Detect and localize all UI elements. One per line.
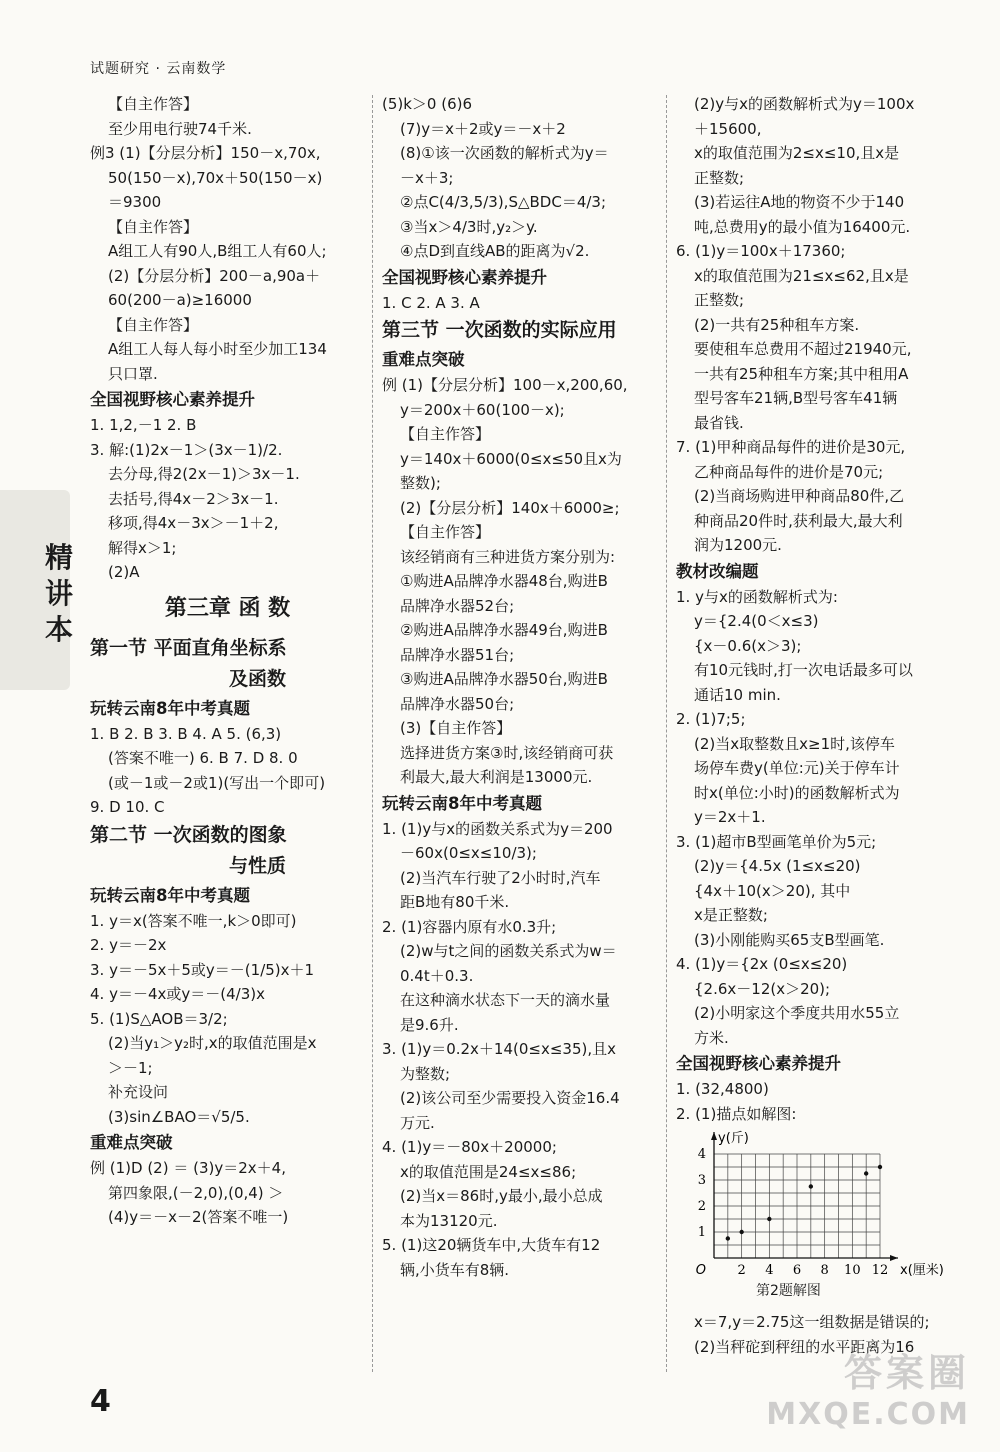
- y-tick-label: 1: [697, 1225, 706, 1240]
- section-title: 与性质: [228, 854, 286, 877]
- answer-line: 【自主作答】: [108, 95, 199, 113]
- data-point: [726, 1236, 730, 1240]
- section-title: 及函数: [228, 667, 286, 690]
- subsection-heading: 玩转云南8年中考真题: [90, 885, 250, 905]
- chapter-title: 第三章 函 数: [164, 595, 291, 621]
- answer-line: 去括号,得4x－2＞3x－1.: [108, 489, 279, 508]
- answer-line: ＋15600,: [694, 119, 762, 138]
- answer-line: 距B地有80千米.: [400, 893, 510, 911]
- answer-line: (8)①该一次函数的解析式为y＝: [400, 144, 609, 162]
- answer-line: 有10元钱时,打一次电话最多可以: [694, 661, 913, 679]
- y-tick-label: 2: [697, 1199, 706, 1214]
- answer-line: (3)若运往A地的物资不少于140: [694, 193, 905, 211]
- answer-line: x是正整数;: [694, 906, 768, 924]
- answer-line: 3. y＝－5x＋5或y＝－(1/5)x＋1: [90, 960, 315, 979]
- answer-line: ①购进A品牌净水器48台,购进B: [400, 572, 608, 590]
- data-point: [864, 1171, 868, 1175]
- side-label: [44, 540, 74, 648]
- answer-line: 50(150－x),70x＋50(150－x): [108, 168, 323, 187]
- subsection-heading: 全国视野核心素养提升: [90, 390, 255, 409]
- answer-line: 例3 (1)【分层分析】150－x,70x,: [90, 144, 321, 162]
- data-point: [767, 1217, 771, 1221]
- answer-line: 3. 解:(1)2x－1＞(3x－1)/2.: [90, 440, 283, 459]
- answer-line: y＝{2.4(0＜x≤3): [694, 612, 819, 630]
- answer-line: (2)该公司至少需要投入资金16.4: [400, 1089, 620, 1107]
- section-title: 第二节 一次函数的图象: [90, 823, 287, 846]
- answer-line: 例 (1)【分层分析】100－x,200,60,: [382, 376, 628, 394]
- answer-column-3: [676, 92, 956, 1359]
- answer-line: y＝200x＋60(100－x);: [400, 400, 565, 419]
- subsection-heading: 全国视野核心素养提升: [382, 267, 547, 287]
- answer-line: 去分母,得2(2x－1)＞3x－1.: [108, 465, 300, 483]
- answer-line: 【自主作答】: [108, 217, 199, 236]
- answer-line: 4. y＝－4x或y＝－(4/3)x: [90, 985, 265, 1003]
- answer-line: 第四象限,(－2,0),(0,4) ＞: [108, 1183, 284, 1202]
- answer-line: 至少用电行驶74千米.: [108, 119, 252, 138]
- answer-line: (2)当汽车行驶了2小时时,汽车: [400, 868, 601, 887]
- answer-line: x的取值范围为2≤x≤10,且x是: [694, 144, 900, 162]
- answer-line: 2. (1)容器内原有水0.3升;: [382, 917, 557, 936]
- side-char: 讲: [44, 577, 73, 610]
- answer-line: (2)y＝{4.5x (1≤x≤20): [694, 857, 861, 875]
- column-divider: [666, 95, 667, 1372]
- answer-line: (2)w与t之间的函数关系式为w＝: [400, 942, 617, 960]
- answer-line: y＝140x＋6000(0≤x≤50且x为: [400, 449, 622, 468]
- subsection-heading: 玩转云南8年中考真题: [382, 793, 542, 813]
- y-axis-label: y(斤): [718, 1131, 749, 1146]
- data-point: [739, 1230, 743, 1234]
- subsection-heading: 玩转云南8年中考真题: [90, 698, 250, 718]
- page-number: 4: [90, 1384, 111, 1419]
- answer-line: (3)sin∠BAO＝√5/5.: [108, 1107, 250, 1126]
- answer-line: (2)当x取整数且x≥1时,该停车: [694, 734, 895, 753]
- column-3-text: [676, 92, 956, 1126]
- answer-line: ＞－1;: [108, 1058, 153, 1077]
- x-tick-label: 8: [820, 1263, 829, 1278]
- x-tick-label: 2: [737, 1263, 746, 1278]
- watermark-cn: 答案圈: [843, 1351, 970, 1395]
- column-divider: [372, 95, 373, 1372]
- answer-line: A组工人有90人,B组工人有60人;: [108, 242, 327, 260]
- answer-line: 7. (1)甲种商品每件的进价是30元,: [676, 438, 906, 456]
- answer-line: 1. C 2. A 3. A: [382, 293, 480, 312]
- answer-line: 1. (1)y与x的函数关系式为y＝200: [382, 819, 613, 838]
- subsection-heading: 重难点突破: [90, 1133, 173, 1152]
- answer-line: x的取值范围为21≤x≤62,且x是: [694, 266, 909, 285]
- answer-line: 是9.6升.: [400, 1015, 459, 1034]
- answer-line: ④点D到直线AB的距离为√2.: [400, 242, 590, 260]
- answer-line: (3)小刚能购买65支B型画笔.: [694, 930, 885, 949]
- answer-line: 为整数;: [400, 1064, 451, 1083]
- x-tick-label: 10: [844, 1263, 861, 1278]
- answer-line: 6. (1)y＝100x＋17360;: [676, 242, 846, 260]
- subsection-heading: 教材改编题: [676, 561, 759, 581]
- answer-line: 方米.: [694, 1028, 729, 1047]
- answer-line: 正整数;: [694, 291, 745, 309]
- answer-line: 吨,总费用y的最小值为16400元.: [694, 217, 911, 236]
- answer-line: 【自主作答】: [108, 315, 199, 334]
- answer-line: 型号客车21辆,B型号客车41辆: [694, 389, 898, 407]
- answer-line: 场停车费y(单位:元)关于停车计: [694, 759, 900, 777]
- answer-line: (2)【分层分析】200－a,90a＋: [108, 266, 321, 285]
- answer-line: 2. (1)7;5;: [676, 710, 746, 728]
- answer-line: 润为1200元.: [694, 536, 782, 554]
- answer-line: 辆,小货车有8辆.: [400, 1260, 510, 1279]
- answer-line: {4x＋10(x＞20), 其中: [694, 881, 851, 900]
- answer-line: 1. (32,4800): [676, 1080, 769, 1098]
- answer-line: (4)y＝－x－2(答案不唯一): [108, 1208, 289, 1226]
- answer-line: 只口罩.: [108, 364, 158, 383]
- answer-line: 【自主作答】: [400, 425, 491, 443]
- answer-line: x＝7,y＝2.75这一组数据是错误的;: [694, 1313, 930, 1331]
- answer-line: 一共有25种租车方案;其中租用A: [694, 364, 909, 383]
- answer-line: ②购进A品牌净水器49台,购进B: [400, 621, 608, 639]
- answer-column-2: [382, 92, 657, 1282]
- answer-line: (2)【分层分析】140x＋6000≥;: [400, 498, 620, 517]
- answer-line: 移项,得4x－3x＞－1＋2,: [108, 514, 279, 532]
- answer-line: 正整数;: [694, 168, 745, 187]
- answer-line: {2.6x－12(x＞20);: [694, 979, 831, 998]
- x-tick-label: 4: [765, 1263, 774, 1278]
- answer-line: x的取值范围是24≤x≤86;: [400, 1162, 577, 1181]
- answer-line: 3. (1)超市B型画笔单价为5元;: [676, 832, 877, 851]
- answer-line: 9. D 10. C: [90, 798, 165, 816]
- answer-line: 该经销商有三种进货方案分别为:: [400, 547, 616, 566]
- subsection-heading: 全国视野核心素养提升: [676, 1054, 841, 1073]
- answer-line: (答案不唯一) 6. B 7. D 8. 0: [108, 749, 298, 767]
- answer-line: 5. (1)S△AOB＝3/2;: [90, 1009, 228, 1028]
- answer-line: A组工人每人每小时至少加工134: [108, 340, 327, 358]
- section-title: 第三节 一次函数的实际应用: [382, 319, 617, 341]
- answer-line: 种商品20件时,获利最大,最大利: [694, 511, 903, 530]
- answer-line: ③购进A品牌净水器50台,购进B: [400, 670, 608, 688]
- answer-line: 补充设问: [108, 1083, 169, 1101]
- answer-line: (2)y与x的函数解析式为y＝100x: [694, 95, 915, 113]
- answer-line: －x＋3;: [400, 168, 454, 187]
- side-char: 精: [44, 541, 73, 574]
- answer-line: 乙种商品每件的进价是70元;: [694, 462, 884, 481]
- data-point: [878, 1165, 882, 1169]
- answer-line: 通话10 min.: [694, 685, 781, 704]
- answer-line: 1. 1,2,－1 2. B: [90, 416, 197, 434]
- x-tick-label: 6: [792, 1263, 802, 1278]
- answer-line: ②点C(4/3,5/3),S△BDC＝4/3;: [400, 193, 607, 211]
- answer-line: 最省钱.: [694, 413, 744, 432]
- answer-line: 品牌净水器51台;: [400, 645, 515, 664]
- answer-line: (2)一共有25种租车方案.: [694, 315, 860, 334]
- watermark-en: MXQE.COM: [766, 1397, 970, 1432]
- y-tick-label: 3: [697, 1173, 706, 1188]
- answer-line: 例 (1)D (2) ＝ (3)y＝2x＋4,: [90, 1159, 286, 1177]
- answer-line: －60x(0≤x≤10/3);: [400, 844, 537, 862]
- y-tick-label: 4: [697, 1147, 706, 1162]
- x-tick-label: 12: [871, 1263, 889, 1278]
- answer-line: (2)A: [108, 563, 140, 581]
- watermark: [766, 1342, 970, 1432]
- answer-line: 0.4t＋0.3.: [400, 966, 474, 985]
- answer-line: ③当x＞4/3时,y₂＞y.: [400, 217, 538, 236]
- answer-line: (或－1或－2或1)(写出一个即可): [108, 773, 326, 792]
- section-title: 第一节 平面直角坐标系: [90, 636, 287, 659]
- answer-line: 选择进货方案③时,该经销商可获: [400, 743, 614, 762]
- answer-column-1: [90, 92, 365, 1230]
- answer-line: 2. (1)描点如解图:: [676, 1104, 797, 1123]
- answer-line: 万元.: [400, 1113, 435, 1132]
- answer-line: 1. B 2. B 3. B 4. A 5. (6,3): [90, 724, 282, 743]
- side-char: 本: [44, 613, 73, 646]
- answer-line: 1. y与x的函数解析式为:: [676, 587, 838, 606]
- answer-line: 3. (1)y＝0.2x＋14(0≤x≤35),且x: [382, 1040, 617, 1058]
- answer-line: 时x(单位:小时)的函数解析式为: [694, 783, 900, 802]
- answer-line: 60(200－a)≥16000: [108, 291, 252, 309]
- x-axis-label: x(厘米): [900, 1263, 944, 1278]
- answer-line: 本为13120元.: [400, 1211, 498, 1230]
- answer-line: 5. (1)这20辆货车中,大货车有12: [382, 1236, 601, 1254]
- answer-line: {x－0.6(x＞3);: [694, 636, 802, 655]
- answer-line: 【自主作答】: [400, 523, 491, 541]
- answer-line: (2)当商场购进甲种商品80件,乙: [694, 487, 905, 505]
- answer-line: 2. y＝－2x: [90, 936, 167, 954]
- answer-line: 利最大,最大利润是13000元.: [400, 768, 593, 786]
- answer-line: 1. y＝x(答案不唯一,k＞0即可): [90, 911, 297, 930]
- answer-line: (2)当秤砣到秤纽的水平距离为16: [694, 1337, 915, 1356]
- answer-line: 4. (1)y＝{2x (0≤x≤20): [676, 955, 848, 973]
- answer-line: (7)y＝x＋2或y＝－x＋2: [400, 119, 566, 138]
- answer-line: (5)k＞0 (6)6: [382, 95, 473, 113]
- answer-line: (2)小明家这个季度共用水55立: [694, 1004, 900, 1022]
- answer-line: (2)当x＝86时,y最小,最小总成: [400, 1187, 603, 1205]
- answer-line: 解得x＞1;: [108, 538, 177, 557]
- scatter-chart: [676, 1130, 956, 1310]
- page-header: 试题研究 · 云南数学: [90, 61, 227, 77]
- subsection-heading: 重难点突破: [382, 350, 465, 369]
- x-axis-arrow: [890, 1255, 898, 1261]
- answer-line: 整数);: [400, 474, 441, 492]
- origin-label: O: [695, 1263, 706, 1278]
- data-point: [809, 1184, 813, 1188]
- answer-line: 品牌净水器50台;: [400, 694, 515, 713]
- answer-line: 4. (1)y＝－80x＋20000;: [382, 1138, 557, 1156]
- chart-caption: 第2题解图: [756, 1283, 821, 1299]
- answer-line: y＝2x＋1.: [694, 808, 766, 826]
- answer-line: (2)当y₁＞y₂时,x的取值范围是x: [108, 1034, 317, 1052]
- answer-line: (3)【自主作答】: [400, 719, 512, 737]
- answer-line: 要使租车总费用不超过21940元,: [694, 340, 912, 358]
- answer-line: 品牌净水器52台;: [400, 596, 515, 615]
- chart-svg: [676, 1130, 956, 1280]
- answer-line: 在这种滴水状态下一天的滴水量: [400, 991, 611, 1009]
- y-axis-arrow: [711, 1132, 717, 1140]
- answer-line: ＝9300: [108, 193, 162, 211]
